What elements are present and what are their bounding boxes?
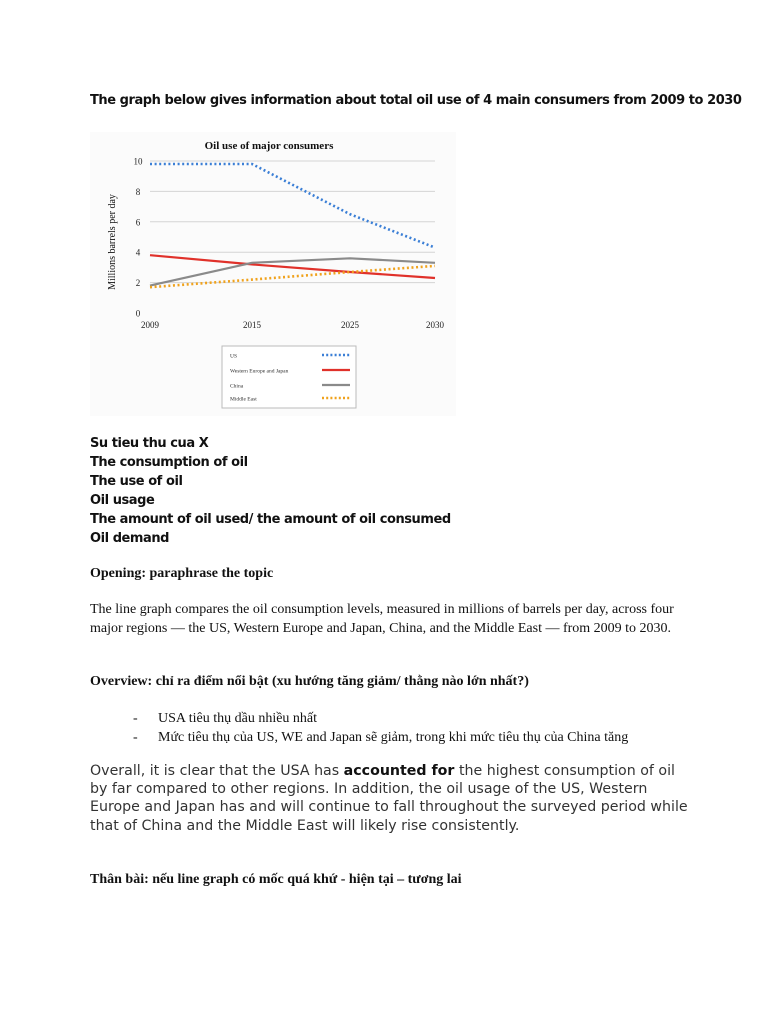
bullet-text: Mức tiêu thụ của US, WE and Japan sẽ giảm, trong khi mức tiêu thụ của China tăng xyxy=(158,730,629,745)
x-tick-label: 2025 xyxy=(341,320,359,330)
y-tick-label: 4 xyxy=(135,247,141,258)
legend-label: Middle East xyxy=(230,396,257,403)
vocabulary-list xyxy=(90,434,451,548)
chart-title: Oil use of major consumers xyxy=(204,140,334,152)
vocab-item: Oil demand xyxy=(90,531,169,546)
y-tick-label: 6 xyxy=(135,217,141,228)
body-heading: Thân bài: nếu line graph có mốc quá khứ - hiện tại – tương lai xyxy=(90,872,462,887)
legend-label: US xyxy=(230,353,238,360)
y-tick-label: 0 xyxy=(135,308,141,319)
overall-bold-phrase: accounted for xyxy=(343,763,455,779)
vocab-item: Oil usage xyxy=(90,493,155,508)
chart-legend xyxy=(222,346,356,408)
opening-paragraph: The line graph compares the oil consumption levels, measured in millions of barrels per day, across four major regions — the US, Western Europe and Japan, China, and the Middle East — from 2009 to 2030. xyxy=(90,602,674,636)
vocab-item: The use of oil xyxy=(90,474,183,489)
overview-bullets xyxy=(133,709,628,747)
overall-text-end: the highest consumption of oil by far compared to other regions. In addition, the oil usage of the US, Western Europe and Japan has and will continue to fall throughout the surveyed period while that of China and the Middle East will likely rise consistently. xyxy=(90,763,688,834)
bullet-item xyxy=(133,709,628,728)
overview-heading: Overview: chỉ ra điểm nổi bật (xu hướng tăng giảm/ thằng nào lớn nhất?) xyxy=(90,674,529,689)
document-title: The graph below gives information about total oil use of 4 main consumers from 2009 to 2030 xyxy=(90,93,742,108)
x-tick-label: 2015 xyxy=(243,320,261,330)
y-tick-label: 8 xyxy=(135,186,141,197)
x-tick-label: 2009 xyxy=(141,320,159,330)
overall-text-start: Overall, it is clear that the USA has xyxy=(90,763,344,779)
vocab-item: The consumption of oil xyxy=(90,455,248,470)
vocab-item: Su tieu thu cua X xyxy=(90,436,209,451)
bullet-dash: - xyxy=(133,711,138,726)
legend-label: Western Europe and Japan xyxy=(230,368,289,375)
legend-label: China xyxy=(230,383,244,390)
bullet-dash: - xyxy=(133,730,138,745)
overall-paragraph xyxy=(90,762,690,835)
vocab-item: The amount of oil used/ the amount of oil consumed xyxy=(90,512,451,527)
opening-heading: Opening: paraphrase the topic xyxy=(90,566,274,581)
y-axis-label: Millions barrels per day xyxy=(107,194,118,290)
bullet-item xyxy=(133,728,628,747)
y-tick-label: 2 xyxy=(135,278,141,289)
y-tick-label: 10 xyxy=(133,156,143,167)
bullet-text: USA tiêu thụ dầu nhiều nhất xyxy=(158,711,318,726)
chart-svg xyxy=(90,132,456,416)
line-chart xyxy=(90,132,456,416)
x-tick-label: 2030 xyxy=(426,320,444,330)
